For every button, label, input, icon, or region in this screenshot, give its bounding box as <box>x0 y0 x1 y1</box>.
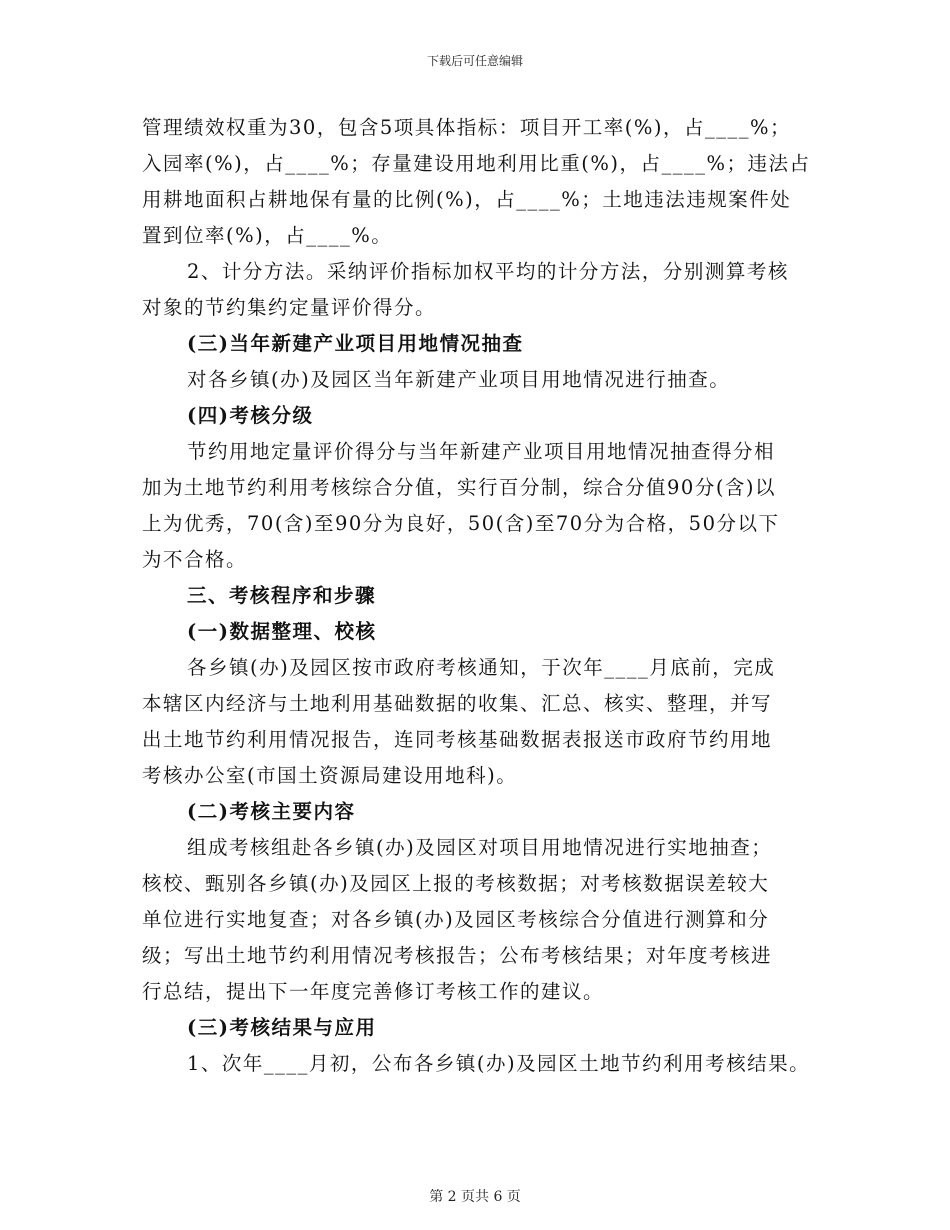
section-heading: (二)考核主要内容 <box>187 800 356 823</box>
paragraph-line: 对各乡镇(办)及园区当年新建产业项目用地情况进行抽查。 <box>187 368 731 391</box>
paragraph-line: 核校、甄别各乡镇(办)及园区上报的考核数据；对考核数据误差较大 <box>142 872 770 895</box>
paragraph-line: 行总结，提出下一年度完善修订考核工作的建议。 <box>142 980 605 1003</box>
section-heading: (三)当年新建产业项目用地情况抽查 <box>187 332 524 355</box>
section-heading: 三、考核程序和步骤 <box>187 584 377 607</box>
paragraph-line: 级；写出土地节约利用情况考核报告；公布考核结果；对年度考核进 <box>142 944 773 967</box>
paragraph-line: 为不合格。 <box>142 548 248 571</box>
page-footer: 第 2 页共 6 页 <box>429 1189 521 1205</box>
paragraph-line: 对象的节约集约定量评价得分。 <box>142 296 437 319</box>
paragraph-line: 节约用地定量评价得分与当年新建产业项目用地情况抽查得分相 <box>187 440 776 463</box>
section-heading: (三)考核结果与应用 <box>187 1016 377 1039</box>
paragraph-line: 2、计分方法。采纳评价指标加权平均的计分方法，分别测算考核 <box>187 260 789 283</box>
paragraph-line: 出土地节约利用情况报告，连同考核基础数据表报送市政府节约用地 <box>142 728 773 751</box>
paragraph-line: 各乡镇(办)及园区按市政府考核通知，于次年____月底前，完成 <box>187 656 776 679</box>
section-heading: (四)考核分级 <box>187 404 314 427</box>
paragraph-line: 组成考核组赴各乡镇(办)及园区对项目用地情况进行实地抽查； <box>187 836 773 859</box>
paragraph-line: 上为优秀，70(含)至90分为良好，50(含)至70分为合格，50分以下 <box>142 512 780 535</box>
paragraph-line: 单位进行实地复查；对各乡镇(办)及园区考核综合分值进行测算和分 <box>142 908 770 931</box>
paragraph-line: 加为土地节约利用考核综合分值，实行百分制，综合分值90分(含)以 <box>142 476 777 499</box>
page-header: 下载后可任意编辑 <box>426 54 523 68</box>
paragraph-line: 用耕地面积占耕地保有量的比例(%)，占____%；土地违法违规案件处 <box>142 188 792 211</box>
paragraph-line: 管理绩效权重为30，包含5项具体指标：项目开工率(%)，占____%； <box>142 116 791 139</box>
section-heading: (一)数据整理、校核 <box>187 620 377 643</box>
paragraph-line: 置到位率(%)，占____%。 <box>142 224 393 247</box>
paragraph-line: 本辖区内经济与土地利用基础数据的收集、汇总、核实、整理，并写 <box>142 692 773 715</box>
paragraph-line: 考核办公室(市国土资源局建设用地科)。 <box>142 764 518 787</box>
document-body <box>142 110 832 1082</box>
paragraph-line: 1、次年____月初，公布各乡镇(办)及园区土地节约利用考核结果。 <box>187 1052 811 1075</box>
paragraph-line: 入园率(%)，占____%；存量建设用地利用比重(%)，占____%；违法占 <box>142 152 811 175</box>
